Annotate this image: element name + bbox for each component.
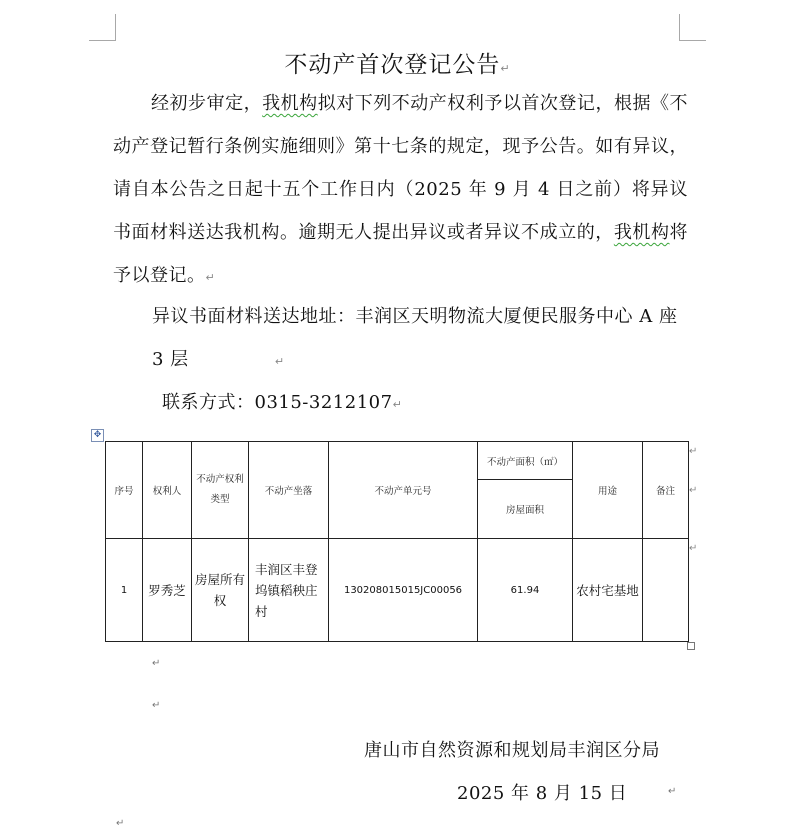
body-org-2: 我机构	[613, 222, 670, 243]
page-corner-top-left	[89, 14, 116, 41]
page-corner-top-right	[679, 14, 706, 41]
table-header-row	[106, 442, 689, 480]
table-resize-handle[interactable]	[687, 642, 695, 650]
header-house-area: 房屋面积	[478, 480, 573, 539]
header-remark: 备注	[643, 442, 689, 539]
body-org-1: 我机构	[262, 93, 318, 114]
paragraph-mark: ↵	[392, 398, 403, 411]
announcement-body-paragraph	[113, 82, 688, 299]
paragraph-mark: ↵	[668, 786, 677, 797]
address-text: 异议书面材料送达地址：丰润区天明物流大厦便民服务中心 A 座 3 层	[152, 306, 678, 370]
body-text-1: 经初步审定，	[151, 93, 263, 114]
header-seq: 序号	[106, 442, 143, 539]
objection-address	[152, 295, 692, 383]
title-text: 不动产首次登记公告	[284, 52, 501, 78]
header-owner: 权利人	[143, 442, 192, 539]
contact-text: 联系方式：0315-3212107	[162, 392, 393, 413]
cell-location: 丰润区丰登坞镇稻秧庄村	[249, 539, 329, 642]
cell-seq: 1	[106, 539, 143, 642]
cell-unit-no: 130208015015JC00056	[329, 539, 478, 642]
paragraph-mark: ↵	[116, 818, 125, 829]
paragraph-mark: ↵	[274, 355, 285, 368]
header-location: 不动产坐落	[249, 442, 329, 539]
table-move-handle-icon[interactable]: ✥	[91, 429, 104, 442]
row-end-mark: ↵	[689, 446, 698, 457]
body-text-2: 拟对下列不动产权利予以首次登记，根据《不动产登记暂行条例实施细则》第十七条的规定，现予公告。如有异议，请自本公告之日起十五个工作日内（2025 年 9 月 4 日之前）将异议书面材料送达我机构。逾期无人提出异议或者异议不成立的，	[113, 93, 689, 243]
row-end-mark: ↵	[689, 485, 698, 496]
table-row	[106, 539, 689, 642]
issue-date: 2025 年 8 月 15 日	[457, 783, 628, 804]
paragraph-mark: ↵	[152, 700, 161, 711]
header-right-type: 不动产权利类型	[192, 442, 249, 539]
announcement-title	[0, 46, 795, 79]
cell-right-type: 房屋所有权	[192, 539, 249, 642]
cell-owner: 罗秀芝	[143, 539, 192, 642]
issuing-organization: 唐山市自然资源和规划局丰润区分局	[364, 740, 660, 761]
header-usage: 用途	[573, 442, 643, 539]
paragraph-mark: ↵	[152, 658, 161, 669]
cell-remark	[643, 539, 689, 642]
contact-info	[162, 381, 562, 426]
paragraph-mark: ↵	[205, 271, 216, 284]
header-area-group: 不动产面积（㎡）	[478, 442, 573, 480]
cell-house-area: 61.94	[478, 539, 573, 642]
registration-table	[105, 441, 689, 642]
header-unit-no: 不动产单元号	[329, 442, 478, 539]
cell-usage: 农村宅基地	[573, 539, 643, 642]
row-end-mark: ↵	[689, 543, 698, 554]
paragraph-mark: ↵	[500, 62, 511, 75]
body-text-3: 将予以登记。	[113, 222, 689, 286]
